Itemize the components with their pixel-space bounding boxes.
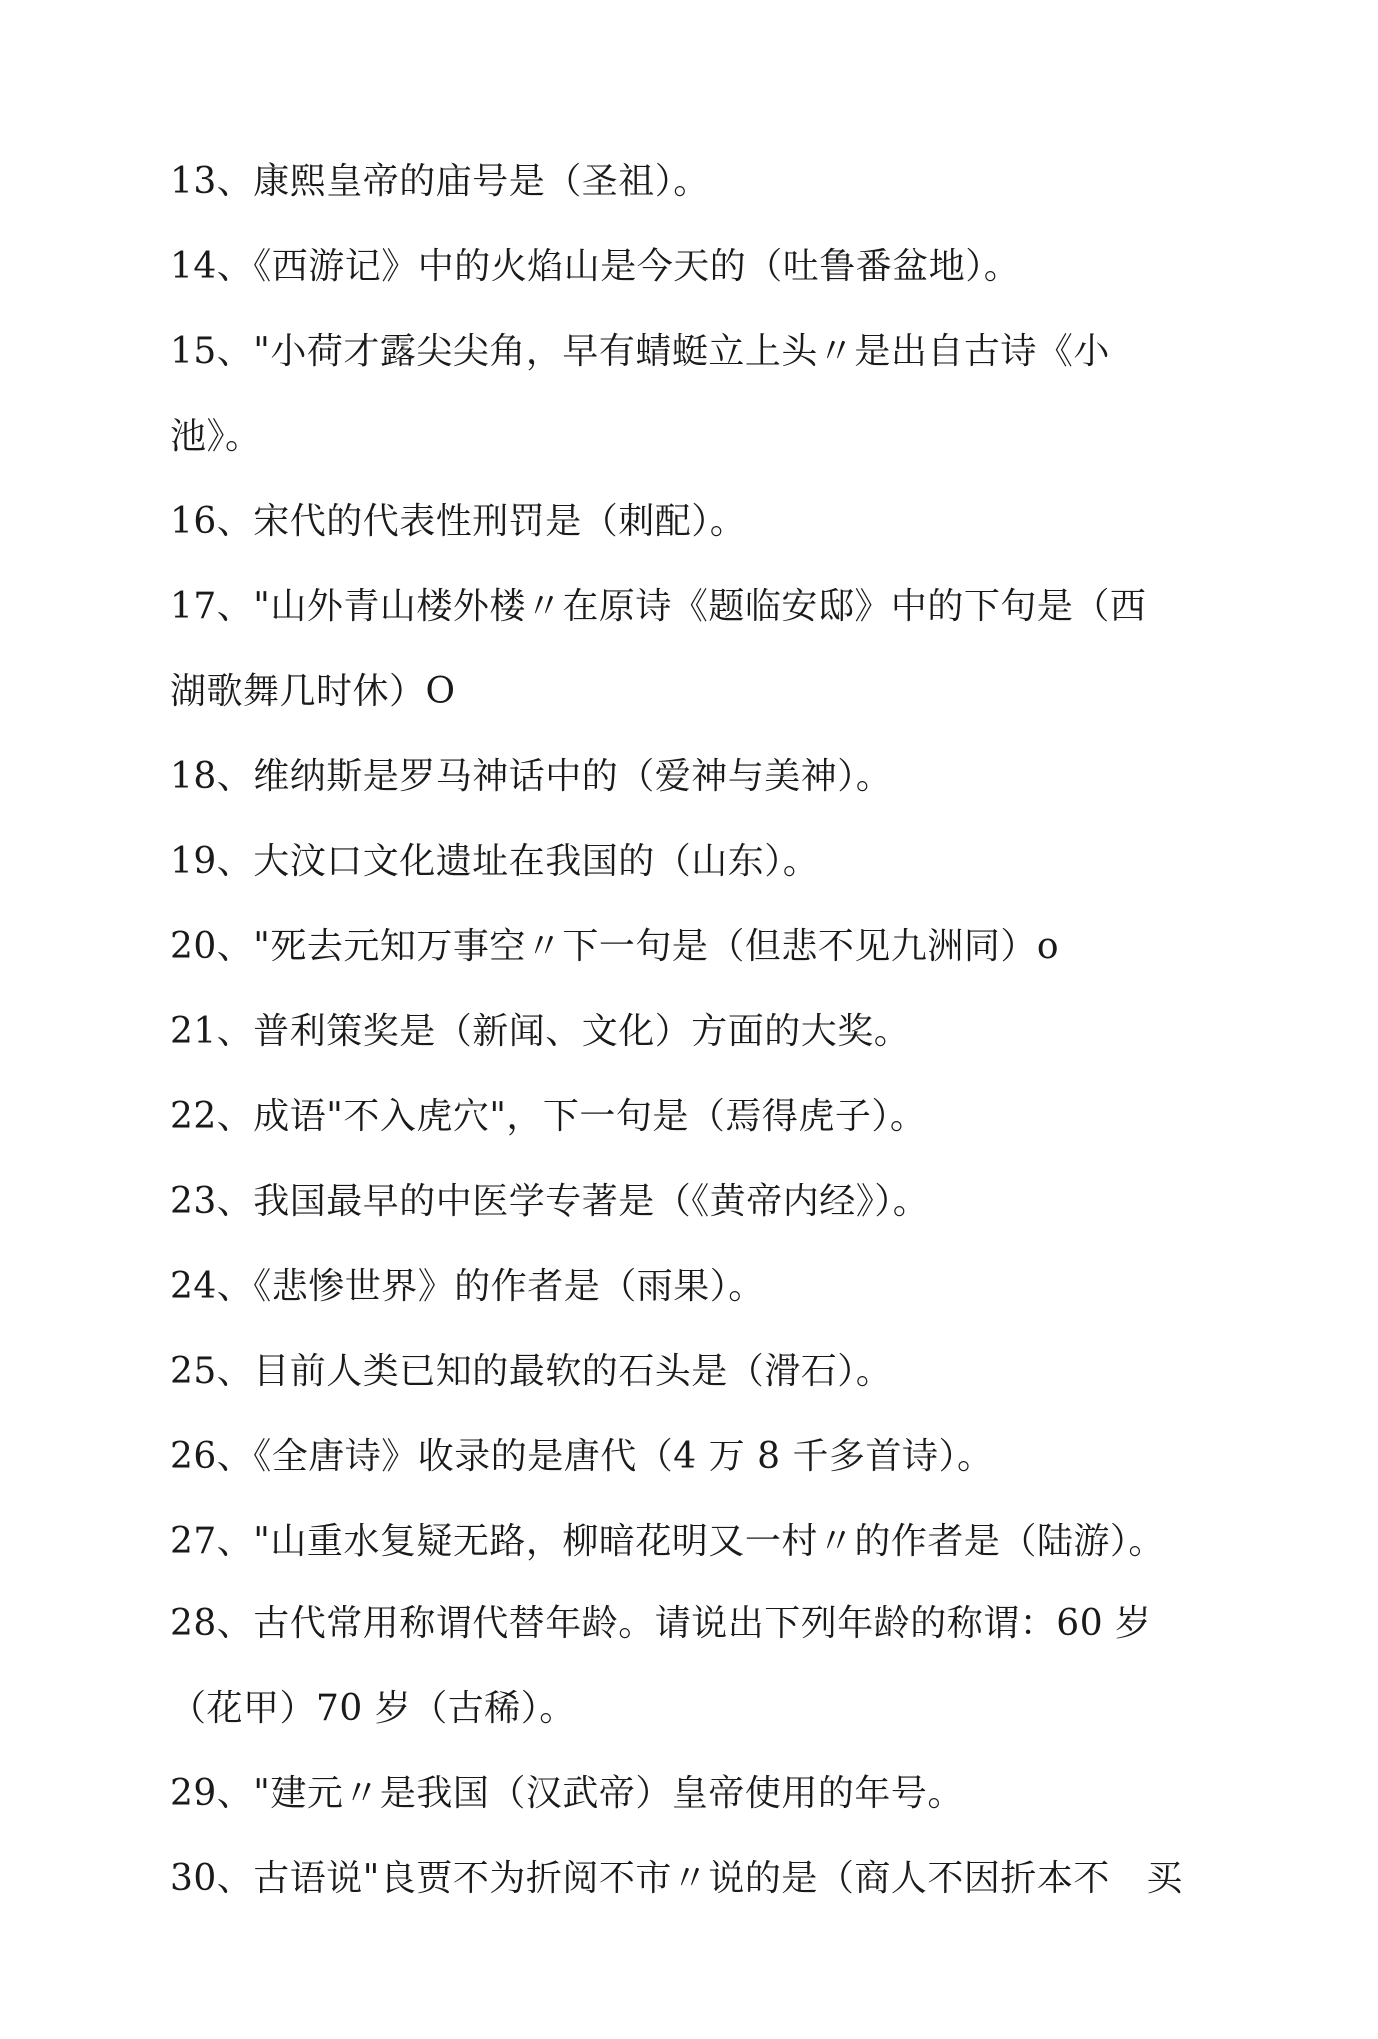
text-line: 27、"山重水复疑无路，柳暗花明又一村〃的作者是（陆游）。	[170, 1521, 1165, 1562]
text-line: 17、"山外青山楼外楼〃在原诗《题临安邸》中的下句是（西	[170, 586, 1147, 627]
text-line: 13、康熙皇帝的庙号是（圣祖）。	[170, 161, 710, 202]
text-line: 池》。	[170, 416, 262, 457]
text-line: 30、古语说"良贾不为折阅不市〃说的是（商人不因折本不 买	[170, 1858, 1183, 1899]
text-line: 14、《西游记》中的火焰山是今天的（吐鲁番盆地）。	[170, 246, 1021, 287]
text-line: 29、"建元〃是我国（汉武帝）皇帝使用的年号。	[170, 1773, 964, 1814]
text-line: 15、"小荷才露尖尖角，早有蜻蜓立上头〃是出自古诗《小	[170, 331, 1110, 372]
text-line: 16、宋代的代表性刑罚是（刺配）。	[170, 501, 747, 542]
text-line: 23、我国最早的中医学专著是（《黄帝内经》）。	[170, 1181, 930, 1222]
text-line: 21、普利策奖是（新闻、文化）方面的大奖。	[170, 1011, 911, 1052]
text-line: （花甲）70 岁（古稀）。	[170, 1688, 576, 1729]
text-line: 28、古代常用称谓代替年龄。请说出下列年龄的称谓：60 岁	[170, 1603, 1152, 1644]
text-line: 18、维纳斯是罗马神话中的（爱神与美神）。	[170, 756, 893, 797]
text-line: 19、大汶口文化遗址在我国的（山东）。	[170, 841, 820, 882]
text-line: 24、《悲惨世界》的作者是（雨果）。	[170, 1266, 765, 1307]
text-line: 25、目前人类已知的最软的石头是（滑石）。	[170, 1351, 893, 1392]
text-line: 湖歌舞几时休）O	[170, 671, 456, 712]
text-line: 22、成语"不入虎穴"，下一句是（焉得虎子）。	[170, 1096, 927, 1137]
text-line: 20、"死去元知万事空〃下一句是（但悲不见九洲同）o	[170, 926, 1060, 967]
text-line: 26、《全唐诗》收录的是唐代（4 万 8 千多首诗）。	[170, 1436, 994, 1477]
